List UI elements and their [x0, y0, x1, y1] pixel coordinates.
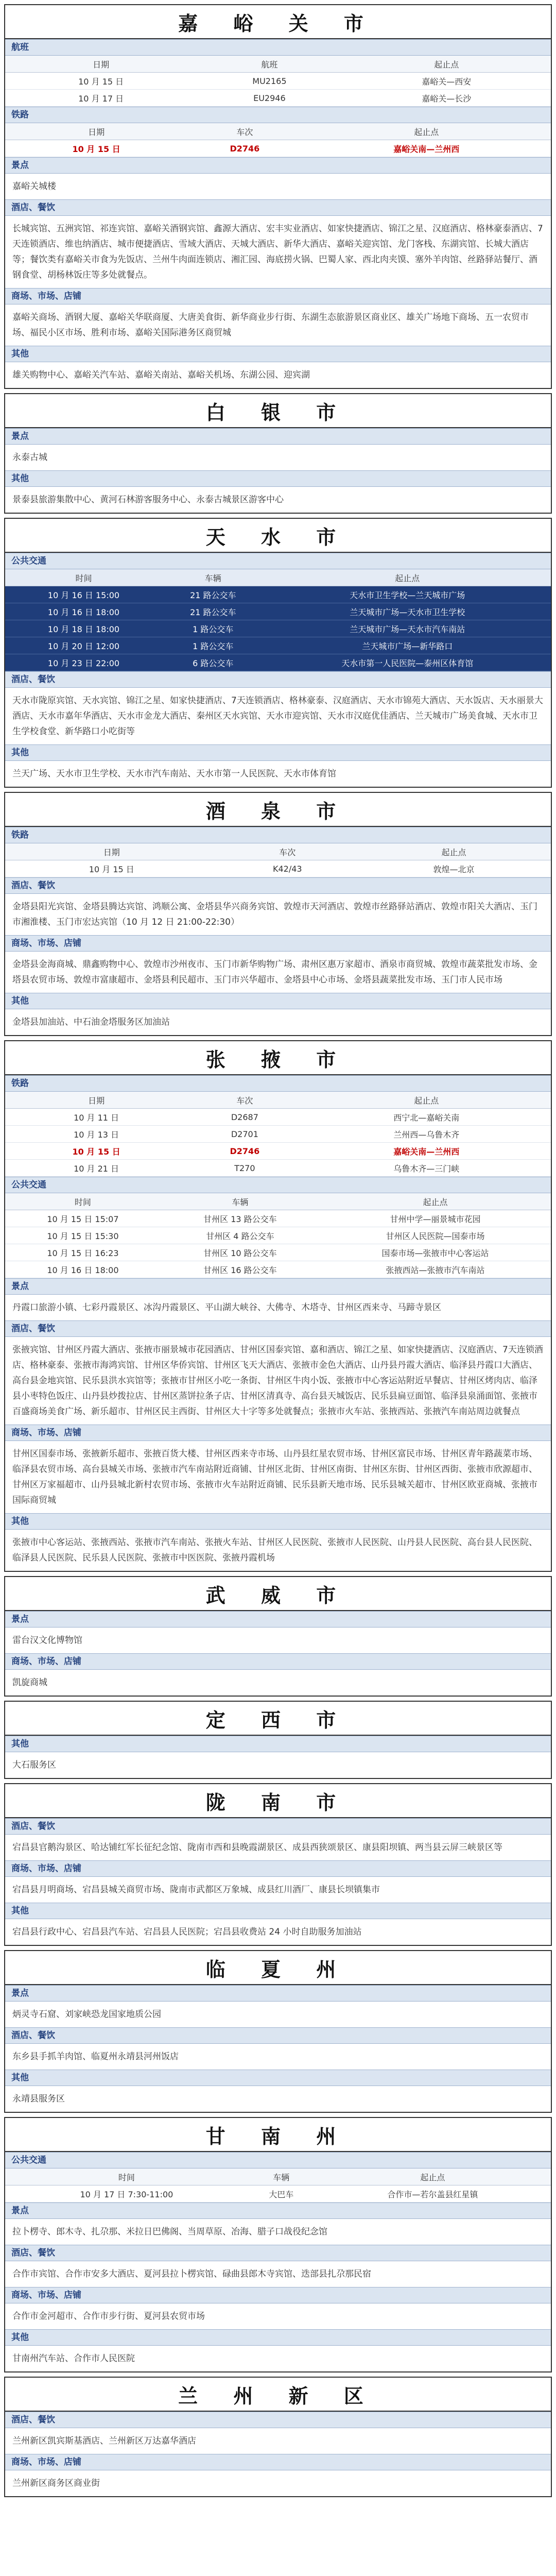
- city-title: 陇 南 市: [5, 1784, 551, 1818]
- table-row: [5, 1261, 551, 1278]
- table-cell: 嘉峪关南—兰州西: [302, 140, 551, 157]
- table-row: [5, 73, 551, 90]
- city-section: [4, 1040, 552, 1572]
- city-section: [4, 1576, 552, 1697]
- table-header: 时间: [5, 2168, 248, 2185]
- city-section: [4, 1783, 552, 1946]
- section-label: 其他: [5, 1736, 551, 1752]
- table-cell: D2746: [187, 1143, 302, 1160]
- section-label: 酒店、餐饮: [5, 2027, 551, 2044]
- table-cell: 甘州中学—丽景城市花园: [320, 1210, 551, 1227]
- table-cell: 大巴车: [248, 2185, 315, 2202]
- section-text: 合作市金河超市、合作市步行街、夏河县农贸市场: [12, 2311, 205, 2321]
- table-cell: 21 路公交车: [162, 586, 264, 603]
- table-header: 车辆: [162, 569, 264, 586]
- section-text: 嘉峪关城楼: [12, 181, 56, 192]
- table-row: [5, 1227, 551, 1244]
- section-text: 金塔县加油站、中石油金塔服务区加油站: [12, 1017, 170, 1027]
- section-label: 其他: [5, 1903, 551, 1919]
- table-cell: T270: [187, 1160, 302, 1177]
- table-cell: 敦煌—北京: [357, 860, 551, 877]
- table-cell: 甘州区 16 路公交车: [161, 1261, 320, 1278]
- city-title: 嘉 峪 关 市: [5, 5, 551, 39]
- section-label: 其他: [5, 470, 551, 487]
- section-label: 商场、市场、店铺: [5, 2287, 551, 2303]
- section-text: 张掖宾馆、甘州区丹霞大酒店、张掖市丽景城市花园酒店、甘州区国泰宾馆、嘉和酒店、锦江之星、如家快捷酒店、汉庭酒店、7天连锁酒店、格林豪泰、张掖市海鸿宾馆、甘州区华侨宾馆、甘州区飞天大酒店、张掖市金色大酒店、山丹县丹霞大酒店、临泽县丹霞口大酒店、高台县金地宾馆、民乐县洪水宾馆等；张掖市甘州区小吃一条街、甘州区牛肉小饭、张掖市中心客运站附近早餐店、甘州区烤肉店、临泽县小枣特色饭庄、山丹县炒拨拉店、甘州区蒸饼拉条子店、甘州区清真寺、高台县天城饭店、民乐县扁豆面馆、临泽县泉涌面馆、张掖市百盛商场美食广场、新乐超市、甘州区民主西街、甘州区大十字等多处就餐点；张掖市火车站、张掖西站、张掖汽车南站周边就餐点: [12, 1345, 543, 1417]
- schedule-table: [5, 123, 551, 157]
- table-row: [5, 637, 551, 654]
- section-label: 酒店、餐饮: [5, 877, 551, 894]
- table-header: 车辆: [161, 1193, 320, 1210]
- table-cell: 10 月 16 日 15:00: [5, 586, 162, 603]
- table-cell: 张掖西站—张掖市汽车南站: [320, 1261, 551, 1278]
- section-text: 东乡县手抓羊肉馆、临夏州永靖县河州饭店: [12, 2052, 179, 2062]
- section-text: 雄关购物中心、嘉峪关汽车站、嘉峪关南站、嘉峪关机场、东湖公园、迎宾湖: [12, 370, 310, 380]
- section-text: 宕昌县官鹅沟景区、哈达铺红军长征纪念馆、陇南市西和县晚霞湖景区、成县西狭颂景区、康县阳坝镇、两当县云屏三峡景区等: [12, 1842, 502, 1853]
- table-cell: 甘州区人民医院—国泰市场: [320, 1227, 551, 1244]
- section-label: 景点: [5, 428, 551, 445]
- section-text: 丹霞口旅游小镇、七彩丹霞景区、冰沟丹霞景区、平山湖大峡谷、大佛寺、木塔寺、甘州区西来寺、马蹄寺景区: [12, 1302, 441, 1313]
- table-cell: 兰天城市广场—天水市卫生学校: [264, 603, 551, 620]
- section-text: 永泰古城: [12, 452, 47, 463]
- table-row: [5, 140, 551, 157]
- table-cell: 天水市卫生学校—兰天城市广场: [264, 586, 551, 603]
- table-row: [5, 1109, 551, 1126]
- city-title: 甘 南 州: [5, 2118, 551, 2152]
- section-label: 铁路: [5, 107, 551, 123]
- table-cell: 6 路公交车: [162, 654, 264, 671]
- table-cell: D2687: [187, 1109, 302, 1126]
- table-cell: 嘉峪关—长沙: [342, 90, 551, 107]
- section-text: 金塔县金海商城、鼎鑫购物中心、敦煌市沙州夜市、玉门市新华购物广场、肃州区惠万家超市、酒泉市商贸城、敦煌市蔬菜批发市场、金塔县农贸市场、敦煌市富康超市、金塔县利民超市、玉门市兴华超市、金塔县中心市场、金塔县蔬菜批发市场、玉门市人民市场: [12, 959, 537, 985]
- city-title: 天 水 市: [5, 519, 551, 553]
- section-label: 酒店、餐饮: [5, 1320, 551, 1337]
- table-header: 起止点: [302, 1092, 551, 1109]
- table-cell: 1 路公交车: [162, 620, 264, 637]
- schedule-table: [5, 843, 551, 877]
- city-section: [4, 2377, 552, 2497]
- schedule-table: [5, 1193, 551, 1278]
- city-title: 定 西 市: [5, 1702, 551, 1736]
- table-cell: 1 路公交车: [162, 637, 264, 654]
- table-row: [5, 1126, 551, 1143]
- section-label: 酒店、餐饮: [5, 199, 551, 216]
- table-cell: 甘州区 13 路公交车: [161, 1210, 320, 1227]
- section-text: 天水市陇原宾馆、天水宾馆、锦江之星、如家快捷酒店、7天连锁酒店、格林豪泰、汉庭酒店、天水市锦苑大酒店、天水饭店、天水丽景大酒店、天水市嘉年华酒店、天水市金龙大酒店、秦州区天水宾馆、天水市迎宾馆、天水市汉庭优佳酒店、兰天城市广场美食城、天水市卫生学校食堂、新华路口小吃街等: [12, 696, 543, 737]
- table-header: 车次: [187, 1092, 302, 1109]
- table-cell: 10 月 15 日: [5, 73, 197, 90]
- section-text: 合作市宾馆、合作市安多大酒店、夏河县拉卜楞宾馆、碌曲县郎木寺宾馆、迭部县扎尕那民宿: [12, 2269, 371, 2279]
- table-cell: EU2946: [197, 90, 342, 107]
- table-row: [5, 90, 551, 107]
- table-header: 起止点: [342, 56, 551, 73]
- schedule-table: [5, 1092, 551, 1177]
- section-label: 酒店、餐饮: [5, 2412, 551, 2428]
- table-cell: 兰天城市广场—新华路口: [264, 637, 551, 654]
- section-text: 嘉峪关商场、酒钢大厦、嘉峪关华联商厦、大唐美食街、新华商业步行街、东湖生态旅游景区商业区、雄关广场地下商场、五一农贸市场、福民小区市场、胜利市场、嘉峪关国际港务区商贸城: [12, 312, 529, 338]
- section-text: 甘南州汽车站、合作市人民医院: [12, 2353, 135, 2364]
- section-label: 商场、市场、店铺: [5, 288, 551, 304]
- table-cell: 10 月 17 日 7:30-11:00: [5, 2185, 248, 2202]
- section-label: 其他: [5, 744, 551, 761]
- table-header: 起止点: [315, 2168, 551, 2185]
- table-cell: 10 月 20 日 12:00: [5, 637, 162, 654]
- section-text: 金塔县阳光宾馆、金塔县腾达宾馆、鸿顺公寓、金塔县华兴商务宾馆、敦煌市天河酒店、敦煌市丝路驿站酒店、敦煌市阳关大酒店、玉门市湘淮楼、玉门市宏达宾馆（10 月 12 日 21:00-22:30）: [12, 902, 537, 927]
- section-label: 景点: [5, 1611, 551, 1628]
- table-cell: 10 月 15 日 15:30: [5, 1227, 161, 1244]
- section-text: 永靖县服务区: [12, 2094, 65, 2104]
- section-text: 宕昌县月明商场、宕昌县城关商贸市场、陇南市武都区万象城、成县红川酒厂、康县长坝镇集市: [12, 1885, 380, 1895]
- section-text: 大石服务区: [12, 1760, 56, 1770]
- table-cell: 嘉峪关南—兰州西: [302, 1143, 551, 1160]
- table-header: 车次: [187, 123, 302, 140]
- section-label: 景点: [5, 1278, 551, 1295]
- table-cell: 甘州区 10 路公交车: [161, 1244, 320, 1261]
- table-cell: 10 月 15 日 15:07: [5, 1210, 161, 1227]
- section-label: 商场、市场、店铺: [5, 1653, 551, 1670]
- table-header: 起止点: [357, 843, 551, 860]
- city-title: 武 威 市: [5, 1577, 551, 1611]
- table-header: 日期: [5, 843, 218, 860]
- schedule-table: [5, 2168, 551, 2202]
- schedule-table: [5, 569, 551, 671]
- section-label: 景点: [5, 1985, 551, 2002]
- table-cell: 兰州西—乌鲁木齐: [302, 1126, 551, 1143]
- section-label: 其他: [5, 993, 551, 1009]
- section-label: 景点: [5, 157, 551, 174]
- table-row: [5, 586, 551, 603]
- city-section: [4, 518, 552, 788]
- section-text: 凯旋商城: [12, 1677, 47, 1688]
- section-label: 其他: [5, 2070, 551, 2086]
- table-row: [5, 1160, 551, 1177]
- section-text: 炳灵寺石窟、刘家峡恐龙国家地质公园: [12, 2009, 161, 2020]
- table-header: 航班: [197, 56, 342, 73]
- table-cell: 10 月 15 日: [5, 1143, 187, 1160]
- section-label: 景点: [5, 2202, 551, 2219]
- section-label: 酒店、餐饮: [5, 671, 551, 688]
- city-title: 兰 州 新 区: [5, 2378, 551, 2412]
- section-text: 兰州新区商务区商业街: [12, 2478, 100, 2488]
- table-cell: 嘉峪关—西安: [342, 73, 551, 90]
- table-cell: 兰天城市广场—天水市汽车南站: [264, 620, 551, 637]
- section-label: 铁路: [5, 827, 551, 843]
- section-text: 景泰县旅游集散中心、黄河石林游客服务中心、永泰古城景区游客中心: [12, 495, 284, 505]
- table-row: [5, 654, 551, 671]
- table-cell: 10 月 15 日: [5, 140, 187, 157]
- table-cell: 合作市—若尔盖县红星镇: [315, 2185, 551, 2202]
- table-header: 时间: [5, 1193, 161, 1210]
- section-label: 酒店、餐饮: [5, 1818, 551, 1835]
- table-cell: 乌鲁木齐—三门峡: [302, 1160, 551, 1177]
- table-cell: 10 月 15 日 16:23: [5, 1244, 161, 1261]
- section-text: 甘州区国泰市场、张掖新乐超市、张掖百货大楼、甘州区西来寺市场、山丹县红星农贸市场、甘州区富民市场、甘州区青年路蔬菜市场、临泽县农贸市场、高台县城关市场、张掖市汽车南站附近商铺、甘州区北街、甘州区南街、甘州区东街、甘州区西街、张掖市欣源超市、甘州区万家福超市、山丹县城北新村农贸市场、张掖市火车站附近商铺、民乐县新天地市场、民乐县城关超市、甘州区欧亚商城、张掖市国际商贸城: [12, 1449, 537, 1505]
- section-text: 拉卜楞寺、郎木寺、扎尕那、米拉日巴佛阁、当周草原、冶海、腊子口战役纪念馆: [12, 2227, 327, 2237]
- section-label: 商场、市场、店铺: [5, 2454, 551, 2470]
- section-label: 酒店、餐饮: [5, 2245, 551, 2261]
- section-text: 宕昌县行政中心、宕昌县汽车站、宕昌县人民医院；宕昌县收费站 24 小时自助服务加油站: [12, 1927, 362, 1937]
- section-text: 兰天广场、天水市卫生学校、天水市汽车南站、天水市第一人民医院、天水市体育馆: [12, 769, 336, 779]
- section-label: 其他: [5, 346, 551, 362]
- table-cell: 天水市第一人民医院—泰州区体育馆: [264, 654, 551, 671]
- city-section: [4, 393, 552, 514]
- city-section: [4, 4, 552, 389]
- table-cell: 西宁北—嘉峪关南: [302, 1109, 551, 1126]
- section-label: 商场、市场、店铺: [5, 1425, 551, 1441]
- section-label: 公共交通: [5, 1177, 551, 1193]
- city-section: [4, 1701, 552, 1779]
- table-row: [5, 1244, 551, 1261]
- table-header: 日期: [5, 56, 197, 73]
- table-cell: 10 月 15 日: [5, 860, 218, 877]
- section-text: 长城宾馆、五洲宾馆、祁连宾馆、嘉峪关酒钢宾馆、鑫源大酒店、宏丰实业酒店、如家快捷酒店、锦江之星、汉庭酒店、格林豪泰酒店、7天连锁酒店、维也纳酒店、城市便捷酒店、雪域大酒店、天城大酒店、新华大酒店、嘉峪关迎宾馆、龙门客栈、东湖宾馆、长城大酒店等；餐饮类有嘉峪关市食为先饭店、兰州牛肉面连锁店、湘汇园、海底捞火锅、巴蜀人家、西北肉夹馍、塞外羊肉馆、丝路驿站餐厅、酒钢食堂、胡杨林饭庄等多处就餐点。: [12, 224, 543, 280]
- table-cell: 10 月 18 日 18:00: [5, 620, 162, 637]
- table-cell: MU2165: [197, 73, 342, 90]
- city-title: 张 掖 市: [5, 1041, 551, 1075]
- table-cell: 10 月 11 日: [5, 1109, 187, 1126]
- schedule-table: [5, 56, 551, 107]
- table-cell: D2746: [187, 140, 302, 157]
- section-text: 张掖市中心客运站、张掖西站、张掖市汽车南站、张掖火车站、甘州区人民医院、张掖市人民医院、山丹县人民医院、高台县人民医院、临泽县人民医院、民乐县人民医院、张掖市中医医院、张掖丹霞机场: [12, 1537, 537, 1563]
- table-cell: D2701: [187, 1126, 302, 1143]
- table-cell: 国泰市场—张掖市中心客运站: [320, 1244, 551, 1261]
- table-row: [5, 620, 551, 637]
- section-label: 铁路: [5, 1075, 551, 1092]
- table-cell: 10 月 16 日 18:00: [5, 603, 162, 620]
- city-title: 酒 泉 市: [5, 793, 551, 827]
- section-label: 航班: [5, 39, 551, 56]
- table-header: 起止点: [264, 569, 551, 586]
- table-cell: 甘州区 4 路公交车: [161, 1227, 320, 1244]
- section-label: 公共交通: [5, 2152, 551, 2168]
- city-section: [4, 2117, 552, 2372]
- table-cell: 10 月 13 日: [5, 1126, 187, 1143]
- table-row: [5, 1210, 551, 1227]
- city-section: [4, 1950, 552, 2113]
- section-text: 雷台汉文化博物馆: [12, 1635, 82, 1646]
- table-cell: 10 月 17 日: [5, 90, 197, 107]
- city-section: [4, 792, 552, 1036]
- section-label: 商场、市场、店铺: [5, 935, 551, 952]
- section-text: 兰州新区凯宾斯基酒店、兰州新区万达嘉华酒店: [12, 2436, 196, 2446]
- city-title: 临 夏 州: [5, 1951, 551, 1985]
- document: [4, 4, 552, 2501]
- city-title: 白 银 市: [5, 394, 551, 428]
- table-row: [5, 860, 551, 877]
- table-header: 时间: [5, 569, 162, 586]
- table-cell: K42/43: [218, 860, 357, 877]
- section-label: 公共交通: [5, 553, 551, 569]
- table-header: 日期: [5, 123, 187, 140]
- table-row: [5, 1143, 551, 1160]
- table-cell: 21 路公交车: [162, 603, 264, 620]
- table-header: 日期: [5, 1092, 187, 1109]
- table-header: 起止点: [320, 1193, 551, 1210]
- section-label: 其他: [5, 1513, 551, 1530]
- table-row: [5, 2185, 551, 2202]
- table-cell: 10 月 23 日 22:00: [5, 654, 162, 671]
- table-header: 车辆: [248, 2168, 315, 2185]
- section-label: 商场、市场、店铺: [5, 1860, 551, 1877]
- table-row: [5, 603, 551, 620]
- section-label: 其他: [5, 2329, 551, 2346]
- table-header: 车次: [218, 843, 357, 860]
- table-header: 起止点: [302, 123, 551, 140]
- table-cell: 10 月 16 日 18:00: [5, 1261, 161, 1278]
- table-cell: 10 月 21 日: [5, 1160, 187, 1177]
